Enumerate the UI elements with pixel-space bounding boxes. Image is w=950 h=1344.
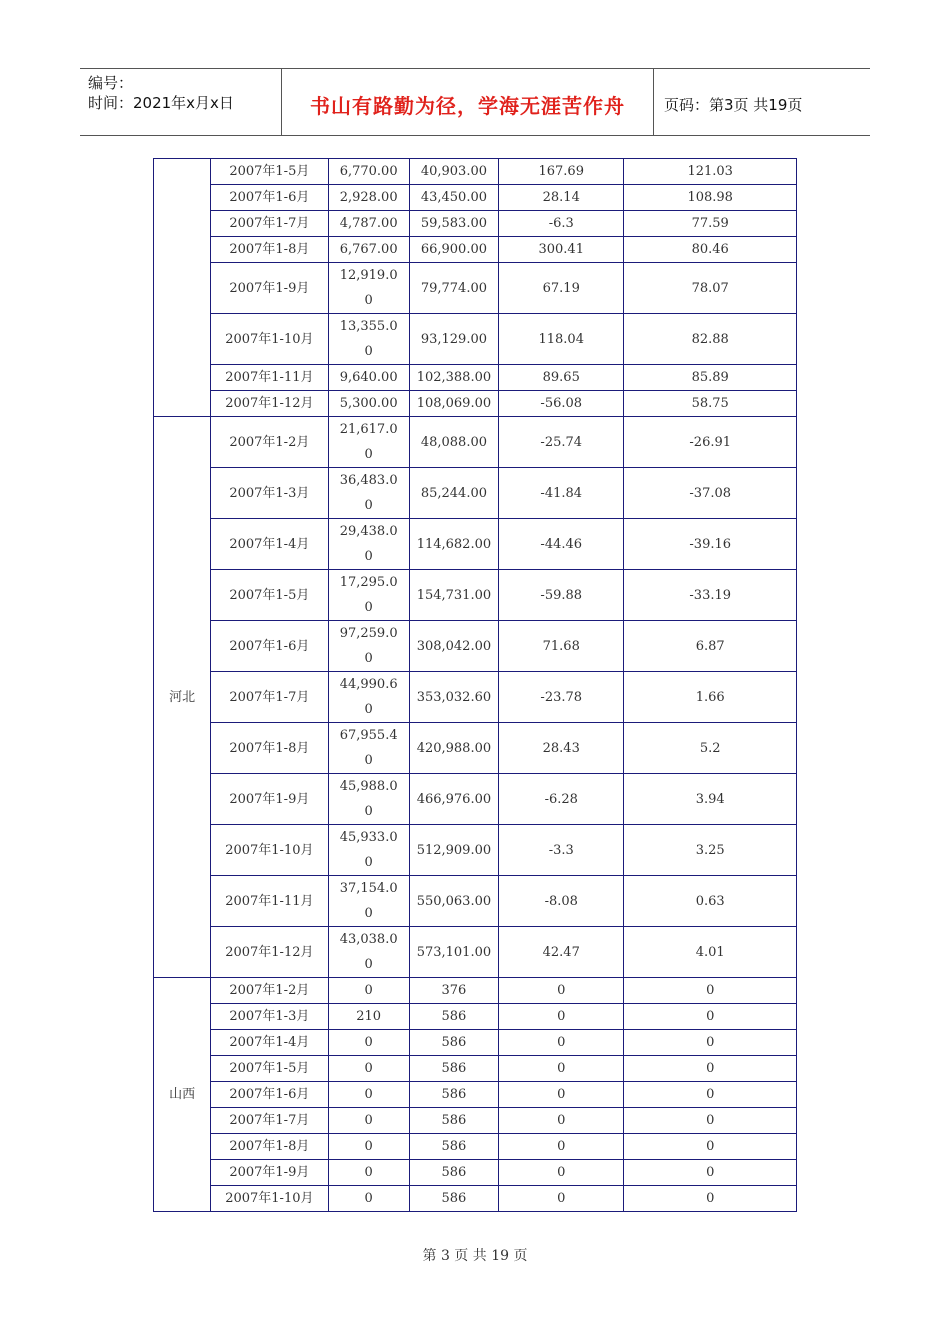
- cell-v4: 0: [624, 978, 797, 1004]
- page-footer: 第 3 页 共 19 页: [422, 1248, 528, 1264]
- header-slogan: 书山有路勤为径，学海无涯苦作舟: [282, 69, 654, 135]
- region-cell: 河北: [154, 417, 211, 978]
- cell-v2: 108,069.00: [409, 391, 498, 417]
- cell-v3: 0: [499, 1160, 624, 1186]
- cell-v4: 85.89: [624, 365, 797, 391]
- cell-period: 2007年1-4月: [211, 519, 328, 570]
- cell-v1: 2,928.00: [328, 185, 409, 211]
- cell-period: 2007年1-9月: [211, 774, 328, 825]
- cell-period: 2007年1-11月: [211, 365, 328, 391]
- table-row: [154, 1056, 797, 1082]
- cell-v3: -56.08: [499, 391, 624, 417]
- cell-v4: 108.98: [624, 185, 797, 211]
- cell-v1: 6,770.00: [328, 159, 409, 185]
- cell-v2: 376: [409, 978, 498, 1004]
- cell-period: 2007年1-11月: [211, 876, 328, 927]
- cell-v4: 0: [624, 1030, 797, 1056]
- table-row: [154, 263, 797, 314]
- cell-v2: 308,042.00: [409, 621, 498, 672]
- table-row: [154, 672, 797, 723]
- table-row: [154, 237, 797, 263]
- cell-v4: -37.08: [624, 468, 797, 519]
- cell-v4: 3.25: [624, 825, 797, 876]
- cell-v3: 0: [499, 1056, 624, 1082]
- cell-v3: -44.46: [499, 519, 624, 570]
- cell-v1: [328, 876, 409, 927]
- cell-v3: -3.3: [499, 825, 624, 876]
- cell-period: 2007年1-6月: [211, 185, 328, 211]
- cell-v2: 573,101.00: [409, 927, 498, 978]
- cell-v3: -8.08: [499, 876, 624, 927]
- cell-v2: 85,244.00: [409, 468, 498, 519]
- cell-v3: 0: [499, 978, 624, 1004]
- cell-period: 2007年1-8月: [211, 1134, 328, 1160]
- table-row: [154, 365, 797, 391]
- cell-v3: 0: [499, 1004, 624, 1030]
- cell-v4: 77.59: [624, 211, 797, 237]
- cell-v3: -6.28: [499, 774, 624, 825]
- cell-v4: 0: [624, 1108, 797, 1134]
- wrapped-number: 12,919.00: [339, 268, 398, 308]
- cell-v4: 0: [624, 1056, 797, 1082]
- cell-v4: 0.63: [624, 876, 797, 927]
- cell-v1: [328, 314, 409, 365]
- table-row: [154, 570, 797, 621]
- wrapped-number: 45,933.00: [339, 830, 398, 870]
- cell-v4: 58.75: [624, 391, 797, 417]
- table-row: [154, 774, 797, 825]
- cell-period: 2007年1-6月: [211, 1082, 328, 1108]
- cell-period: 2007年1-8月: [211, 237, 328, 263]
- cell-v3: 0: [499, 1134, 624, 1160]
- cell-v1: 0: [328, 1160, 409, 1186]
- wrapped-number: 37,154.00: [339, 881, 398, 921]
- region-cell: 山西: [154, 978, 211, 1212]
- table-row: [154, 1186, 797, 1212]
- region-cell: [154, 159, 211, 417]
- table-row: [154, 1108, 797, 1134]
- cell-v2: 102,388.00: [409, 365, 498, 391]
- wrapped-number: 17,295.00: [339, 575, 398, 615]
- cell-v1: 0: [328, 1056, 409, 1082]
- cell-v3: 28.14: [499, 185, 624, 211]
- cell-period: 2007年1-9月: [211, 1160, 328, 1186]
- table-body: [154, 159, 797, 1212]
- cell-v2: 154,731.00: [409, 570, 498, 621]
- cell-v3: 300.41: [499, 237, 624, 263]
- table-row: [154, 1082, 797, 1108]
- cell-v3: -23.78: [499, 672, 624, 723]
- cell-v3: -6.3: [499, 211, 624, 237]
- cell-v3: 42.47: [499, 927, 624, 978]
- cell-v4: 80.46: [624, 237, 797, 263]
- cell-v3: 0: [499, 1030, 624, 1056]
- table-row: [154, 621, 797, 672]
- cell-v1: 0: [328, 978, 409, 1004]
- table-row: [154, 211, 797, 237]
- cell-v2: 353,032.60: [409, 672, 498, 723]
- cell-period: 2007年1-3月: [211, 468, 328, 519]
- table-row: [154, 723, 797, 774]
- cell-v4: 82.88: [624, 314, 797, 365]
- wrapped-number: 21,617.00: [339, 422, 398, 462]
- table-row: [154, 314, 797, 365]
- cell-v4: 3.94: [624, 774, 797, 825]
- cell-v4: 6.87: [624, 621, 797, 672]
- cell-period: 2007年1-7月: [211, 1108, 328, 1134]
- cell-v3: 28.43: [499, 723, 624, 774]
- cell-v2: 79,774.00: [409, 263, 498, 314]
- table-row: [154, 1004, 797, 1030]
- cell-period: 2007年1-10月: [211, 1186, 328, 1212]
- cell-period: 2007年1-7月: [211, 672, 328, 723]
- cell-v4: -33.19: [624, 570, 797, 621]
- cell-period: 2007年1-10月: [211, 825, 328, 876]
- cell-v1: [328, 519, 409, 570]
- table-row: [154, 1134, 797, 1160]
- cell-v1: [328, 263, 409, 314]
- page-header: [80, 68, 870, 136]
- cell-v2: 66,900.00: [409, 237, 498, 263]
- cell-v3: 0: [499, 1186, 624, 1212]
- data-table: [153, 158, 797, 1212]
- cell-v3: -25.74: [499, 417, 624, 468]
- cell-v1: 4,787.00: [328, 211, 409, 237]
- table-row: [154, 927, 797, 978]
- cell-v1: [328, 774, 409, 825]
- cell-v3: 0: [499, 1108, 624, 1134]
- cell-v1: [328, 825, 409, 876]
- cell-period: 2007年1-2月: [211, 417, 328, 468]
- table-row: [154, 876, 797, 927]
- time-label: 时间：2021年x月x日: [88, 94, 234, 112]
- cell-period: 2007年1-8月: [211, 723, 328, 774]
- wrapped-number: 97,259.00: [339, 626, 398, 666]
- cell-v4: 0: [624, 1134, 797, 1160]
- cell-v2: 586: [409, 1030, 498, 1056]
- cell-period: 2007年1-6月: [211, 621, 328, 672]
- table-row: [154, 185, 797, 211]
- cell-period: 2007年1-5月: [211, 159, 328, 185]
- cell-v2: 59,583.00: [409, 211, 498, 237]
- cell-v1: 6,767.00: [328, 237, 409, 263]
- cell-period: 2007年1-3月: [211, 1004, 328, 1030]
- cell-v1: 0: [328, 1108, 409, 1134]
- wrapped-number: 67,955.40: [339, 728, 398, 768]
- cell-v2: 550,063.00: [409, 876, 498, 927]
- cell-v3: 67.19: [499, 263, 624, 314]
- cell-v1: [328, 417, 409, 468]
- header-page-info: 页码：第3页 共19页: [664, 95, 803, 114]
- table-row: [154, 159, 797, 185]
- wrapped-number: 29,438.00: [339, 524, 398, 564]
- cell-v1: 0: [328, 1030, 409, 1056]
- cell-v3: 118.04: [499, 314, 624, 365]
- cell-v4: 121.03: [624, 159, 797, 185]
- cell-v1: [328, 570, 409, 621]
- header-meta: [80, 69, 282, 135]
- cell-v4: 0: [624, 1160, 797, 1186]
- cell-v4: 5.2: [624, 723, 797, 774]
- wrapped-number: 45,988.00: [339, 779, 398, 819]
- cell-v2: 466,976.00: [409, 774, 498, 825]
- cell-v4: 0: [624, 1082, 797, 1108]
- table-row: [154, 1160, 797, 1186]
- cell-v4: 78.07: [624, 263, 797, 314]
- cell-period: 2007年1-5月: [211, 1056, 328, 1082]
- wrapped-number: 43,038.00: [339, 932, 398, 972]
- cell-v1: 5,300.00: [328, 391, 409, 417]
- cell-v1: 0: [328, 1134, 409, 1160]
- table-row: [154, 468, 797, 519]
- cell-v3: 167.69: [499, 159, 624, 185]
- cell-v2: 586: [409, 1186, 498, 1212]
- cell-v2: 586: [409, 1160, 498, 1186]
- table-row: [154, 1030, 797, 1056]
- cell-v2: 586: [409, 1056, 498, 1082]
- cell-v2: 43,450.00: [409, 185, 498, 211]
- cell-v3: -59.88: [499, 570, 624, 621]
- cell-v1: 0: [328, 1082, 409, 1108]
- cell-v1: [328, 621, 409, 672]
- cell-v2: 586: [409, 1004, 498, 1030]
- cell-v1: [328, 723, 409, 774]
- cell-v1: [328, 927, 409, 978]
- cell-period: 2007年1-10月: [211, 314, 328, 365]
- wrapped-number: 13,355.00: [339, 319, 398, 359]
- cell-period: 2007年1-12月: [211, 391, 328, 417]
- cell-v2: 48,088.00: [409, 417, 498, 468]
- cell-v1: [328, 672, 409, 723]
- cell-period: 2007年1-9月: [211, 263, 328, 314]
- cell-v2: 114,682.00: [409, 519, 498, 570]
- cell-period: 2007年1-5月: [211, 570, 328, 621]
- cell-v3: 0: [499, 1082, 624, 1108]
- cell-v2: 586: [409, 1108, 498, 1134]
- cell-v4: 1.66: [624, 672, 797, 723]
- table-row: [154, 825, 797, 876]
- cell-v2: 93,129.00: [409, 314, 498, 365]
- wrapped-number: 44,990.60: [339, 677, 398, 717]
- table-row: [154, 417, 797, 468]
- cell-v4: -26.91: [624, 417, 797, 468]
- cell-period: 2007年1-12月: [211, 927, 328, 978]
- cell-v1: 9,640.00: [328, 365, 409, 391]
- wrapped-number: 36,483.00: [339, 473, 398, 513]
- cell-v1: 210: [328, 1004, 409, 1030]
- cell-v2: 586: [409, 1082, 498, 1108]
- table-row: [154, 519, 797, 570]
- cell-v2: 420,988.00: [409, 723, 498, 774]
- cell-v2: 512,909.00: [409, 825, 498, 876]
- cell-v3: 71.68: [499, 621, 624, 672]
- table-row: [154, 978, 797, 1004]
- cell-v3: 89.65: [499, 365, 624, 391]
- cell-v4: -39.16: [624, 519, 797, 570]
- cell-v1: 0: [328, 1186, 409, 1212]
- cell-v1: [328, 468, 409, 519]
- code-label: 编号：: [88, 74, 134, 92]
- cell-period: 2007年1-2月: [211, 978, 328, 1004]
- cell-v2: 586: [409, 1134, 498, 1160]
- cell-period: 2007年1-7月: [211, 211, 328, 237]
- cell-v4: 4.01: [624, 927, 797, 978]
- cell-v3: -41.84: [499, 468, 624, 519]
- cell-period: 2007年1-4月: [211, 1030, 328, 1056]
- table-row: [154, 391, 797, 417]
- cell-v4: 0: [624, 1004, 797, 1030]
- cell-v2: 40,903.00: [409, 159, 498, 185]
- cell-v4: 0: [624, 1186, 797, 1212]
